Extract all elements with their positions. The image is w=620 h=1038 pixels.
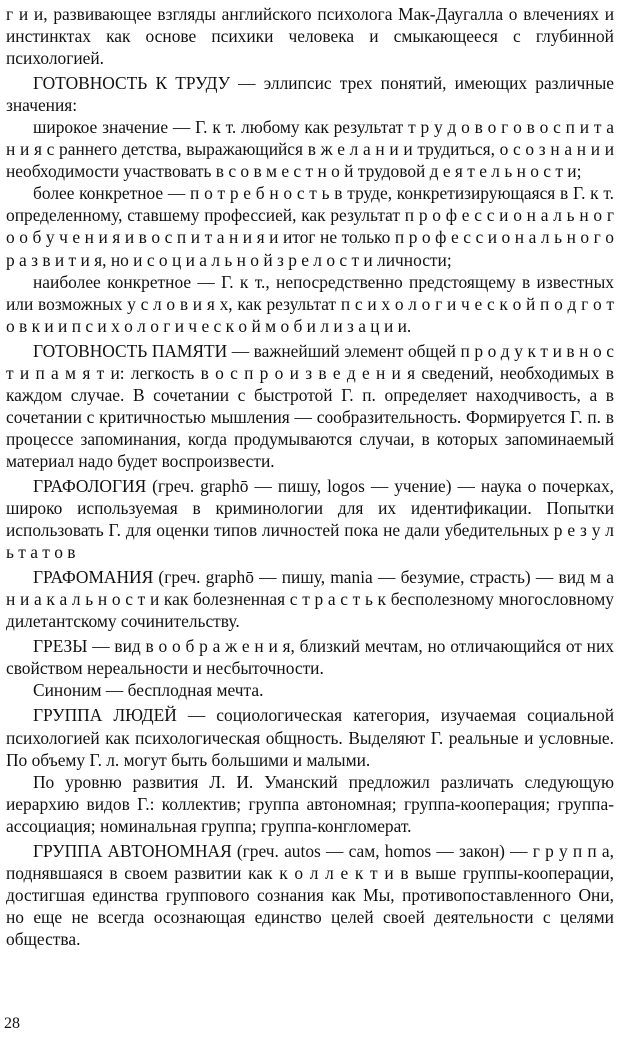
paragraph-broad-meaning: широкое значение — Г. к т. любому как результат т р у д о в о г о в о с п и т а н и я с раннего детства, выражающийся в ж е л а н и и трудиться, о с о з н а н и и необходимости участвовать в с о в м е с т н о й трудовой д е я т е л ь н о с т и; xyxy=(6,117,614,182)
paragraph-most-concrete: наиболее конкретное — Г. к т., непосредственно предстоящему в известных или возможных у с л о в и я х, как результат п с и х о л о г и ч е с к о й п о д г о т о в к и и п с и х о л о г и ч е с к о й м о б и л и з а ц и и. xyxy=(6,271,614,336)
entry-gotovnost-pamyati: ГОТОВНОСТЬ ПАМЯТИ — важнейший элемент общей п р о д у к т и в н о с т и п а м я т и: легкость в о с п р о и з в е д е н и я сведений, необходимых в каждом случае. В сочетании с быстротой Г. п. определяет находчивость, а в сочетании с критичностью мышления — сообразительность. Формируется Г. п. в процессе запоминания, когда продумываются случаи, в которых запоминаемый материал надо будет воспроизвести. xyxy=(6,340,614,471)
page-number: 28 xyxy=(4,1015,20,1032)
paragraph-1: г и и, развивающее взгляды английского психолога Мак-Даугалла о влечениях и инстинктах как основе психики человека и смыкающееся с глубинной психологией. xyxy=(6,4,614,69)
entry-grezy: ГРЕЗЫ — вид в о о б р а ж е н и я, близкий мечтам, но отличающийся от них свойством нереальности и несбыточности. xyxy=(6,636,614,679)
entry-gotovnost-k-trudu: ГОТОВНОСТЬ К ТРУДУ — эллипсис трех понятий, имеющих различные значения: xyxy=(6,73,614,116)
entry-gruppa-lyudey: ГРУППА ЛЮДЕЙ — социологическая категория, изучаемая социальной психологией как психологическая общность. Выделяют Г. реальные и условные. По объему Г. л. могут быть большими и малыми. xyxy=(6,705,614,770)
paragraph-umansky-hierarchy: По уровню развития Л. И. Уманский предложил различать следующую иерархию видов Г.: коллектив; группа автономная; группа-кооперация; группа-ассоциация; номинальная группа; группа-конгломерат. xyxy=(6,771,614,836)
entry-gruppa-avtonomnaya: ГРУППА АВТОНОМНАЯ (греч. autos — сам, homos — закон) — г р у п п а, поднявшаяся в своем развитии как к о л л е к т и в выше группы-кооперации, достигшая единства группового сознания как Мы, противопоставленного Они, но еще не всегда осознающая единство целей своей деятельности с целями общества. xyxy=(6,840,614,949)
entry-grafomaniya: ГРАФОМАНИЯ (греч. graphō — пишу, mania — безумие, страсть) — вид м а н и а к а л ь н о с т и как болезненная с т р а с т ь к бесполезному многословному дилетантскому сочинительству. xyxy=(6,567,614,632)
paragraph-synonym: Синоним — бесплодная мечта. xyxy=(33,680,264,701)
paragraph-more-concrete: более конкретное — п о т р е б н о с т ь в труде, конкретизирующаяся в Г. к т. определенному, ставшему профессией, как результат п р о ф е с с и о н а л ь н о г о о б у ч е н и я и в о с п и т а н и я и итог не только п р о ф е с с и о н а л ь н о г о р а з в и т и я, но и с о ц и а л ь н о й з р е л о с т и личности; xyxy=(6,183,614,270)
entry-grafologiya: ГРАФОЛОГИЯ (греч. graphō — пишу, logos — учение) — наука о почерках, широко используемая в криминологии для их идентификации. Попытки использовать Г. для оценки типов личностей пока не дали убедительных р е з у л ь т а т о в xyxy=(6,475,614,563)
